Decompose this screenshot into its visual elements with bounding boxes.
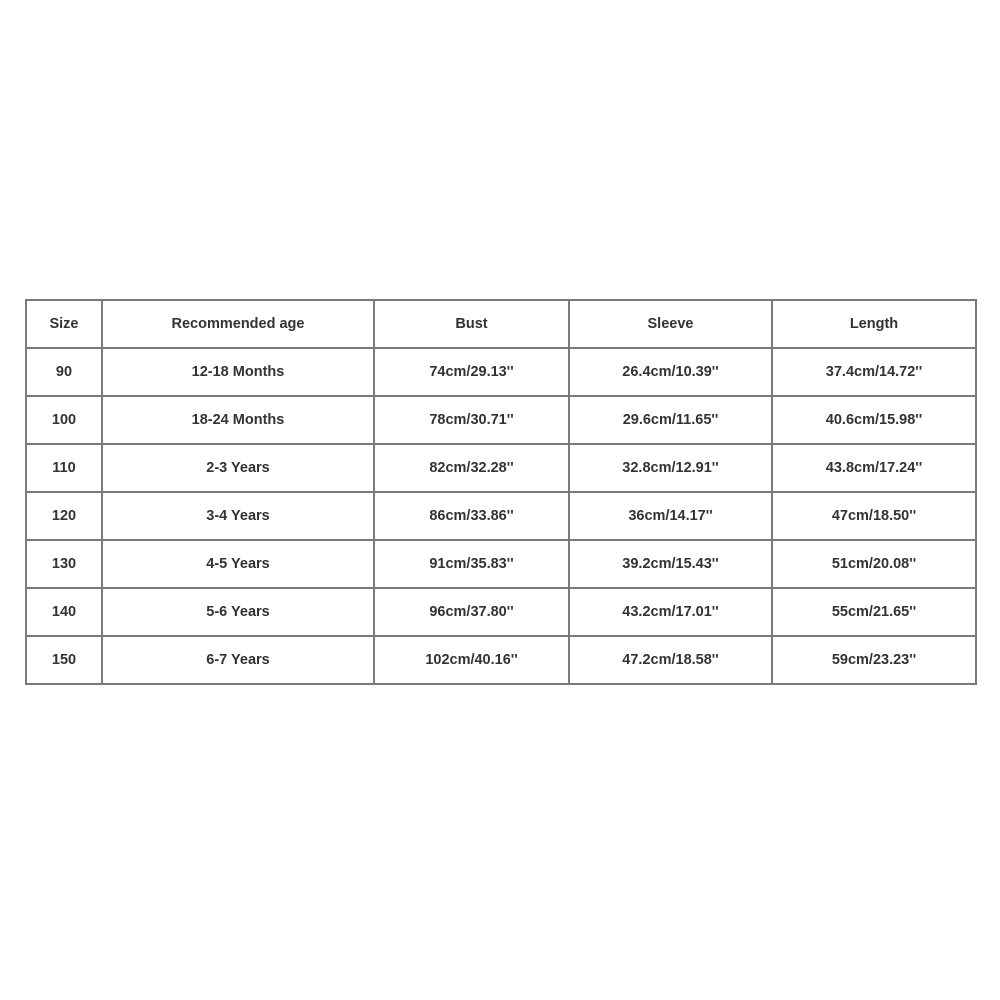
cell-bust: 86cm/33.86'' [374, 492, 569, 540]
cell-length: 40.6cm/15.98'' [772, 396, 976, 444]
table-row [26, 444, 976, 492]
cell-size: 100 [26, 396, 102, 444]
cell-length: 47cm/18.50'' [772, 492, 976, 540]
cell-size: 90 [26, 348, 102, 396]
cell-size: 140 [26, 588, 102, 636]
cell-length: 43.8cm/17.24'' [772, 444, 976, 492]
cell-bust: 74cm/29.13'' [374, 348, 569, 396]
cell-sleeve: 26.4cm/10.39'' [569, 348, 772, 396]
cell-recommended-age: 6-7 Years [102, 636, 374, 684]
cell-bust: 102cm/40.16'' [374, 636, 569, 684]
cell-bust: 78cm/30.71'' [374, 396, 569, 444]
table-row [26, 492, 976, 540]
size-chart-table [25, 299, 977, 685]
cell-length: 51cm/20.08'' [772, 540, 976, 588]
header-bust: Bust [374, 300, 569, 348]
cell-bust: 82cm/32.28'' [374, 444, 569, 492]
cell-sleeve: 29.6cm/11.65'' [569, 396, 772, 444]
cell-bust: 96cm/37.80'' [374, 588, 569, 636]
header-recommended-age: Recommended age [102, 300, 374, 348]
cell-recommended-age: 5-6 Years [102, 588, 374, 636]
cell-size: 120 [26, 492, 102, 540]
cell-sleeve: 43.2cm/17.01'' [569, 588, 772, 636]
table-row [26, 588, 976, 636]
header-row [26, 300, 976, 348]
cell-sleeve: 47.2cm/18.58'' [569, 636, 772, 684]
cell-size: 150 [26, 636, 102, 684]
cell-bust: 91cm/35.83'' [374, 540, 569, 588]
cell-sleeve: 36cm/14.17'' [569, 492, 772, 540]
cell-length: 37.4cm/14.72'' [772, 348, 976, 396]
cell-sleeve: 32.8cm/12.91'' [569, 444, 772, 492]
cell-sleeve: 39.2cm/15.43'' [569, 540, 772, 588]
header-size: Size [26, 300, 102, 348]
cell-length: 55cm/21.65'' [772, 588, 976, 636]
cell-recommended-age: 4-5 Years [102, 540, 374, 588]
cell-recommended-age: 3-4 Years [102, 492, 374, 540]
header-length: Length [772, 300, 976, 348]
cell-recommended-age: 2-3 Years [102, 444, 374, 492]
table-row [26, 540, 976, 588]
cell-recommended-age: 12-18 Months [102, 348, 374, 396]
table-row [26, 348, 976, 396]
table-row [26, 396, 976, 444]
header-sleeve: Sleeve [569, 300, 772, 348]
cell-size: 130 [26, 540, 102, 588]
cell-size: 110 [26, 444, 102, 492]
cell-length: 59cm/23.23'' [772, 636, 976, 684]
cell-recommended-age: 18-24 Months [102, 396, 374, 444]
table-row [26, 636, 976, 684]
